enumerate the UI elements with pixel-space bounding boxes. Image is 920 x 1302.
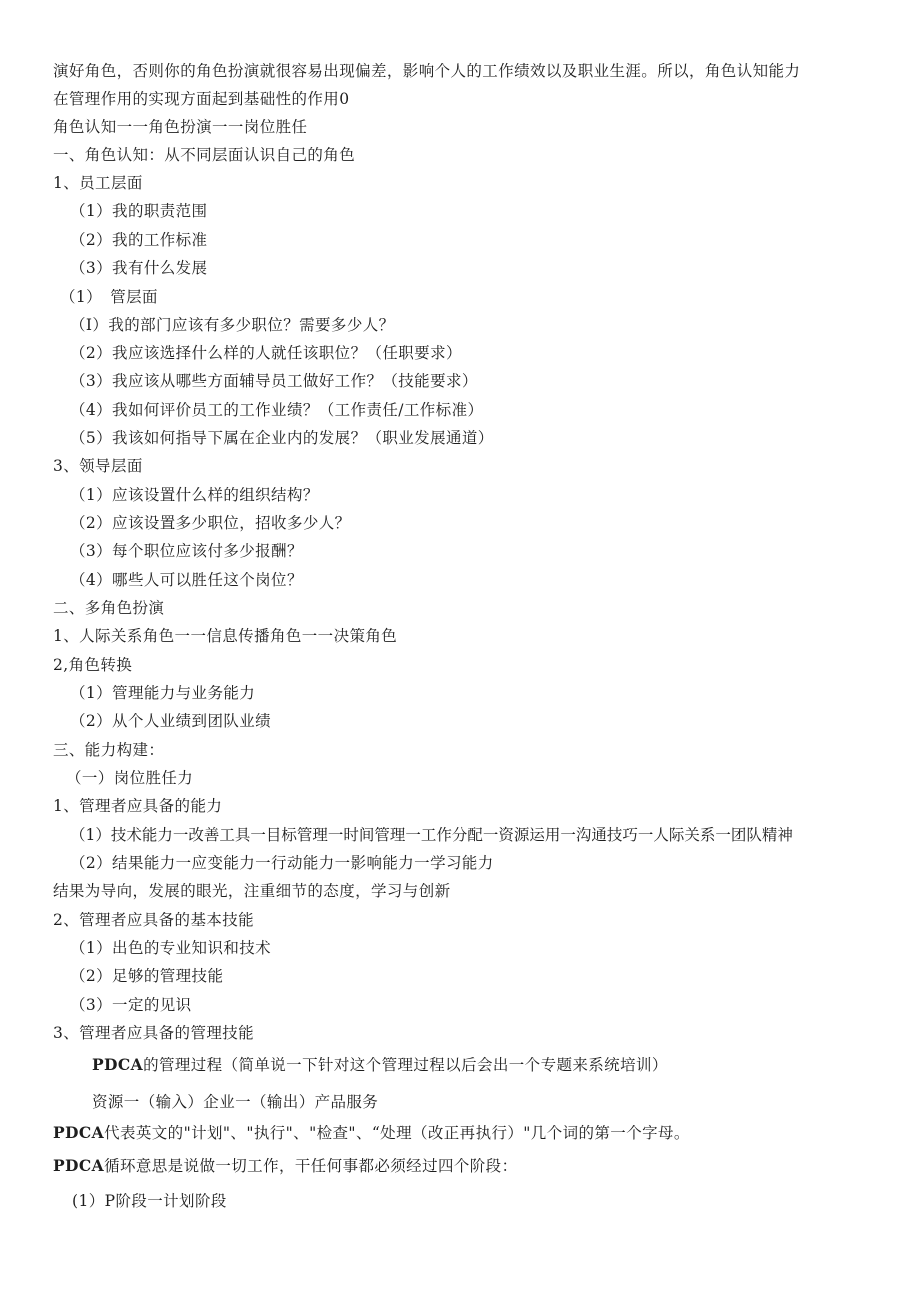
subsection-heading: 2,角色转换 bbox=[53, 656, 133, 674]
list-item: （3）一定的见识 bbox=[70, 996, 192, 1014]
subsection-heading: 3、领导层面 bbox=[53, 457, 143, 475]
list-item: （2）我的工作标准 bbox=[70, 231, 208, 249]
paragraph-line: 演好角色，否则你的角色扮演就很容易出现偏差，影响个人的工作绩效以及职业生涯。所以，角色认知能力 bbox=[53, 62, 801, 80]
flow-line: 资源一（输入）企业一（输出）产品服务 bbox=[92, 1093, 379, 1111]
subsection-heading: 2、管理者应具备的基本技能 bbox=[53, 911, 255, 929]
subsection-heading: 3、管理者应具备的管理技能 bbox=[53, 1024, 255, 1042]
list-item: （1）出色的专业知识和技术 bbox=[70, 939, 272, 957]
pdca-process-line bbox=[92, 1055, 668, 1075]
list-item: （I）我的部门应该有多少职位？需要多少人？ bbox=[70, 316, 395, 334]
flow-line: 角色认知一一角色扮演一一岗位胜任 bbox=[53, 118, 308, 136]
list-item: （2）结果能力一应变能力一行动能力一影响能力一学习能力 bbox=[70, 854, 494, 872]
section-heading: 一、角色认知：从不同层面认识自己的角色 bbox=[53, 146, 356, 164]
list-item: (1）P阶段一计划阶段 bbox=[72, 1192, 227, 1210]
list-item: （1）我的职责范围 bbox=[70, 202, 208, 220]
pdca-term: PDCA bbox=[53, 1123, 105, 1142]
pdca-meaning-line bbox=[53, 1123, 690, 1143]
list-item: （1）技术能力一改善工具一目标管理一时间管理一工作分配一资源运用一沟通技巧一人际关系一团队精神 bbox=[70, 826, 793, 844]
list-item: （5）我该如何指导下属在企业内的发展？（职业发展通道） bbox=[70, 429, 494, 447]
subsection-heading: （1） 管层面 bbox=[60, 288, 158, 306]
pdca-term: PDCA bbox=[53, 1156, 105, 1175]
list-item: （4）哪些人可以胜任这个岗位？ bbox=[70, 571, 303, 589]
subsection-heading: 1、人际关系角色一一信息传播角色一一决策角色 bbox=[53, 627, 398, 645]
list-item: （3）每个职位应该付多少报酬？ bbox=[70, 542, 303, 560]
list-item: （2）足够的管理技能 bbox=[70, 967, 224, 985]
paragraph-line: 结果为导向，发展的眼光，注重细节的态度，学习与创新 bbox=[53, 882, 451, 900]
list-item: （2）从个人业绩到团队业绩 bbox=[70, 712, 272, 730]
list-item: （3）我应该从哪些方面辅导员工做好工作？（技能要求） bbox=[70, 372, 478, 390]
subsection-heading: （一）岗位胜任力 bbox=[66, 769, 194, 787]
paragraph-line: 在管理作用的实现方面起到基础性的作用0 bbox=[53, 90, 350, 108]
section-heading: 三、能力构建： bbox=[53, 741, 165, 759]
pdca-cycle-line bbox=[53, 1156, 517, 1176]
subsection-heading: 1、管理者应具备的能力 bbox=[53, 797, 223, 815]
subsection-heading: 1、员工层面 bbox=[53, 174, 143, 192]
pdca-cycle-text: 循环意思是说做一切工作，干任何事都必须经过四个阶段： bbox=[104, 1157, 518, 1175]
list-item: （2）我应该选择什么样的人就任该职位？（任职要求） bbox=[70, 344, 462, 362]
list-item: （3）我有什么发展 bbox=[70, 259, 208, 277]
section-heading: 二、多角色扮演 bbox=[53, 599, 165, 617]
list-item: （1）管理能力与业务能力 bbox=[70, 684, 256, 702]
list-item: （1）应该设置什么样的组织结构？ bbox=[70, 486, 319, 504]
list-item: （2）应该设置多少职位，招收多少人？ bbox=[70, 514, 351, 532]
pdca-meaning-text: 代表英文的"计划"、"执行"、"检查"、“处理（改正再执行）"几个词的第一个字母。 bbox=[104, 1124, 690, 1142]
pdca-process-text: 的管理过程（简单说一下针对这个管理过程以后会出一个专题来系统培训） bbox=[143, 1056, 668, 1074]
pdca-term: PDCA bbox=[92, 1055, 144, 1074]
list-item: （4）我如何评价员工的工作业绩？（工作责任/工作标准） bbox=[70, 401, 484, 419]
